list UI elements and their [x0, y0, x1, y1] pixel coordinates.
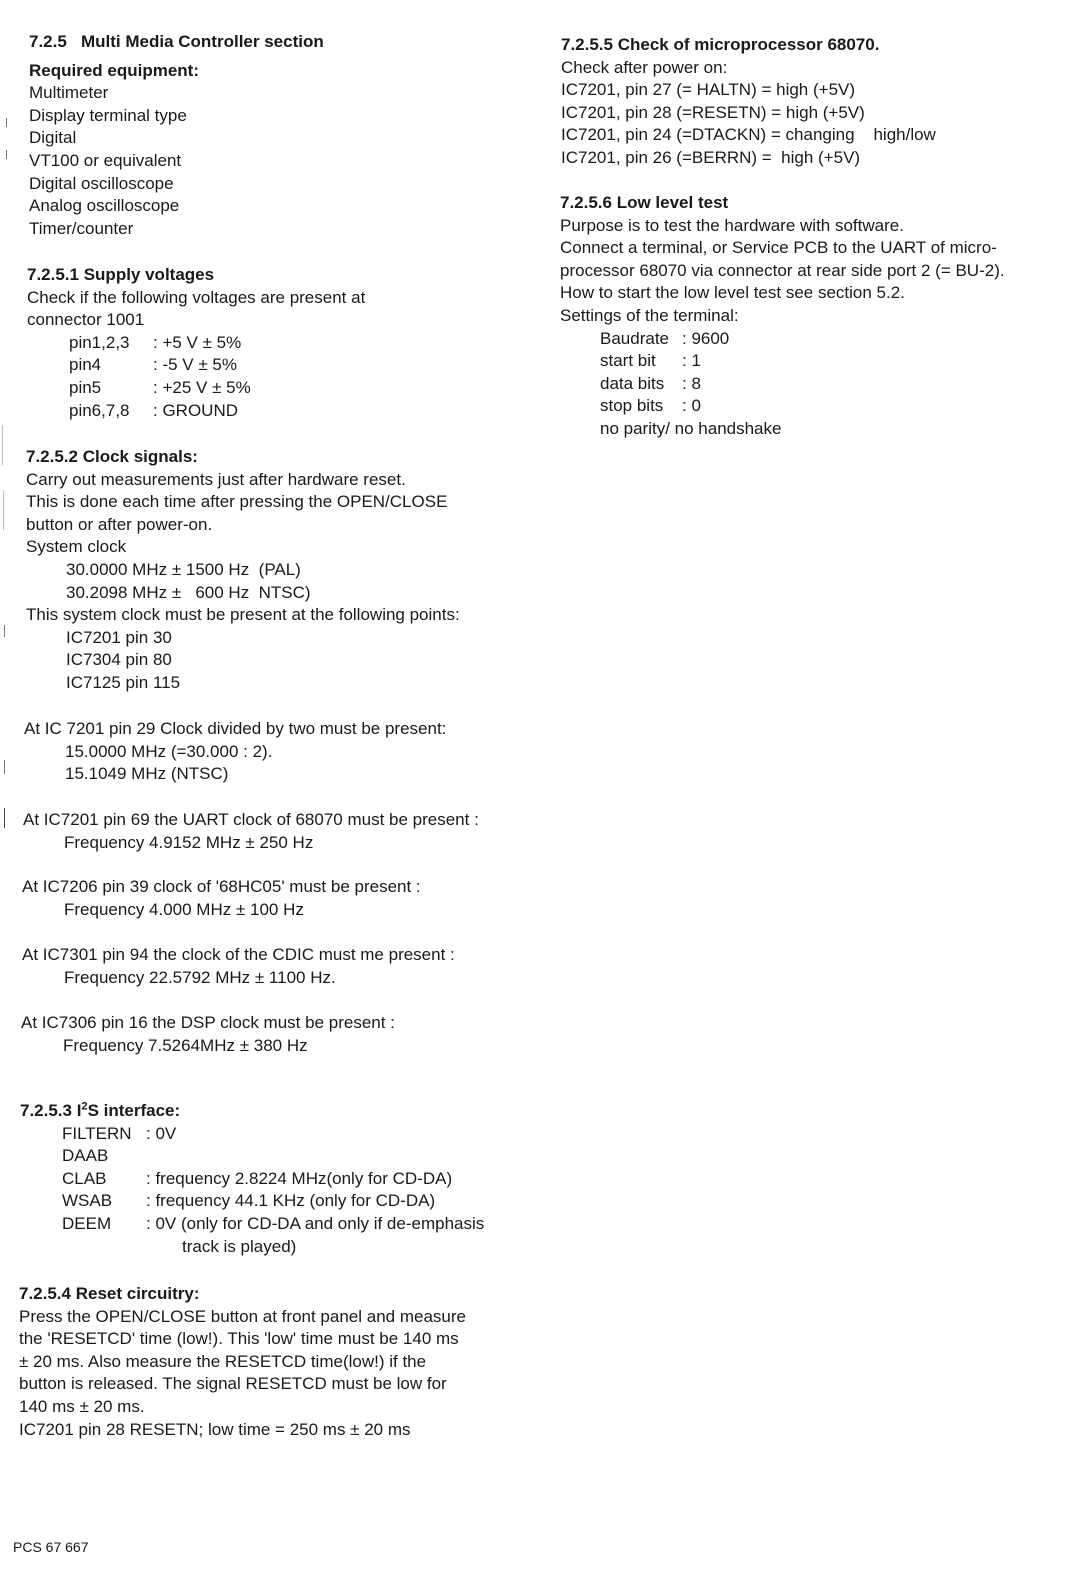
equipment-item: VT100 or equivalent	[29, 150, 182, 170]
cdic-freq: Frequency 22.5792 MHz ± 1100 Hz.	[64, 967, 336, 987]
i2s-row: CLAB : frequency 2.8224 MHz(only for CD-DA)	[62, 1168, 453, 1188]
lowlevel-heading: 7.2.5.6 Low level test	[560, 193, 729, 212]
div-value: 15.0000 MHz (=30.000 : 2).	[65, 741, 273, 761]
micro-heading: 7.2.5.5 Check of microprocessor 68070.	[561, 35, 880, 54]
terminal-setting-last: no parity/ no handshake	[600, 418, 782, 438]
scan-mark	[4, 625, 5, 637]
microprocessor-section	[561, 34, 936, 170]
micro-line: Check after power on:	[561, 57, 728, 77]
equipment-item: Display terminal type	[29, 105, 187, 125]
i2s-row: DAAB	[62, 1146, 109, 1166]
hc05-freq: Frequency 4.000 MHz ± 100 Hz	[64, 899, 304, 919]
reset-section	[19, 1283, 466, 1441]
cdic-intro: At IC7301 pin 94 the clock of the CDIC must me present :	[22, 945, 455, 964]
scan-mark	[2, 425, 3, 465]
lowlevel-line: Settings of the terminal:	[560, 305, 739, 325]
lowlevel-line: processor 68070 via connector at rear side port 2 (= BU-2).	[560, 260, 1005, 280]
supply-intro: connector 1001	[27, 310, 145, 330]
clock-intro: Carry out measurements just after hardware reset.	[26, 469, 406, 489]
clock-point: IC7304 pin 80	[66, 650, 172, 670]
supply-intro: Check if the following voltages are present at	[27, 287, 366, 307]
scan-mark	[6, 118, 7, 127]
sysclk-value: 30.2098 MHz ± 600 Hz NTSC)	[66, 582, 311, 602]
reset-line: button is released. The signal RESETCD must be low for	[19, 1374, 447, 1394]
terminal-setting: start bit : 1	[600, 351, 701, 371]
terminal-setting: data bits : 8	[600, 373, 701, 393]
reset-line: Press the OPEN/CLOSE button at front panel and measure	[19, 1306, 466, 1326]
lowlevel-line: Connect a terminal, or Service PCB to the UART of micro-	[560, 238, 997, 258]
micro-line: IC7201, pin 28 (=RESETN) = high (+5V)	[561, 102, 865, 122]
i2s-row: WSAB : frequency 44.1 KHz (only for CD-DA)	[62, 1191, 436, 1211]
scan-mark	[4, 808, 5, 828]
clock-intro: button or after power-on.	[26, 514, 213, 534]
i2s-row: DEEM : 0V (only for CD-DA and only if de-emphasis	[62, 1213, 485, 1233]
equipment-item: Analog oscilloscope	[29, 196, 180, 216]
equipment-item: Multimeter	[29, 83, 109, 103]
supply-voltages-section	[27, 264, 365, 422]
pin-row: pin6,7,8 : GROUND	[69, 400, 238, 420]
i2s-section	[20, 1100, 484, 1258]
equipment-item: Timer/counter	[29, 218, 134, 238]
scan-mark	[4, 760, 5, 774]
pin-row: pin5 : +25 V ± 5%	[69, 377, 251, 397]
hc05-intro: At IC7206 pin 39 clock of '68HC05' must be present :	[22, 877, 421, 896]
terminal-setting: Baudrate : 9600	[600, 328, 730, 348]
uart-freq: Frequency 4.9152 MHz ± 250 Hz	[64, 832, 314, 852]
hc05-clock-block	[22, 876, 421, 921]
uart-clock-block	[23, 809, 479, 854]
supply-heading: 7.2.5.1 Supply voltages	[27, 265, 215, 284]
clock-intro: This is done each time after pressing the OPEN/CLOSE	[26, 492, 448, 512]
clock-heading: 7.2.5.2 Clock signals:	[26, 447, 198, 466]
div-intro: At IC 7201 pin 29 Clock divided by two must be present:	[24, 719, 447, 738]
terminal-setting: stop bits : 0	[600, 396, 701, 416]
clock-point: IC7201 pin 30	[66, 627, 172, 647]
micro-line: IC7201, pin 24 (=DTACKN) = changing high/low	[561, 125, 936, 145]
reset-line: IC7201 pin 28 RESETN; low time = 250 ms ± 20 ms	[19, 1419, 411, 1439]
dsp-intro: At IC7306 pin 16 the DSP clock must be present :	[21, 1013, 395, 1032]
equipment-item: Digital	[29, 128, 77, 148]
i2s-row: FILTERN : 0V	[62, 1123, 177, 1143]
dsp-freq: Frequency 7.5264MHz ± 380 Hz	[63, 1035, 308, 1055]
equipment-item: Digital oscilloscope	[29, 173, 174, 193]
i2s-heading: 7.2.5.3 $I^2S$ interface:	[20, 1100, 181, 1120]
section-heading: 7.2.5 Multi Media Controller section	[29, 32, 324, 51]
pin-row: pin1,2,3 : +5 V ± 5%	[69, 332, 242, 352]
lowlevel-line: How to start the low level test see section 5.2.	[560, 283, 905, 303]
clock-divided-block	[24, 718, 446, 786]
clock-point: IC7125 pin 115	[66, 672, 181, 692]
scan-mark	[6, 150, 7, 159]
equipment-heading: Required equipment:	[29, 60, 200, 80]
micro-line: IC7201, pin 27 (= HALTN) = high (+5V)	[561, 80, 856, 100]
div-value: 15.1049 MHz (NTSC)	[65, 764, 229, 784]
page-footer: PCS 67 667	[13, 1539, 89, 1555]
micro-line: IC7201, pin 26 (=BERRN) = high (+5V)	[561, 147, 861, 167]
points-intro: This system clock must be present at the following points:	[26, 605, 460, 625]
cdic-clock-block	[22, 944, 455, 989]
section-7-2-5	[29, 31, 324, 240]
pin-row: pin4 : -5 V ± 5%	[69, 355, 237, 375]
scan-mark	[3, 490, 4, 530]
i2s-continuation: track is played)	[182, 1236, 297, 1256]
reset-line: ± 20 ms. Also measure the RESETCD time(low!) if the	[19, 1351, 427, 1371]
reset-heading: 7.2.5.4 Reset circuitry:	[19, 1284, 200, 1303]
clock-intro: System clock	[26, 537, 127, 557]
sysclk-value: 30.0000 MHz ± 1500 Hz (PAL)	[66, 559, 301, 579]
reset-line: the 'RESETCD' time (low!). This 'low' time must be 140 ms	[19, 1329, 459, 1349]
lowlevel-line: Purpose is to test the hardware with software.	[560, 215, 904, 235]
low-level-test-section	[560, 192, 1005, 441]
uart-intro: At IC7201 pin 69 the UART clock of 68070 must be present :	[23, 810, 479, 829]
clock-signals-section	[26, 446, 460, 695]
reset-line: 140 ms ± 20 ms.	[19, 1396, 145, 1416]
dsp-clock-block	[21, 1012, 395, 1057]
